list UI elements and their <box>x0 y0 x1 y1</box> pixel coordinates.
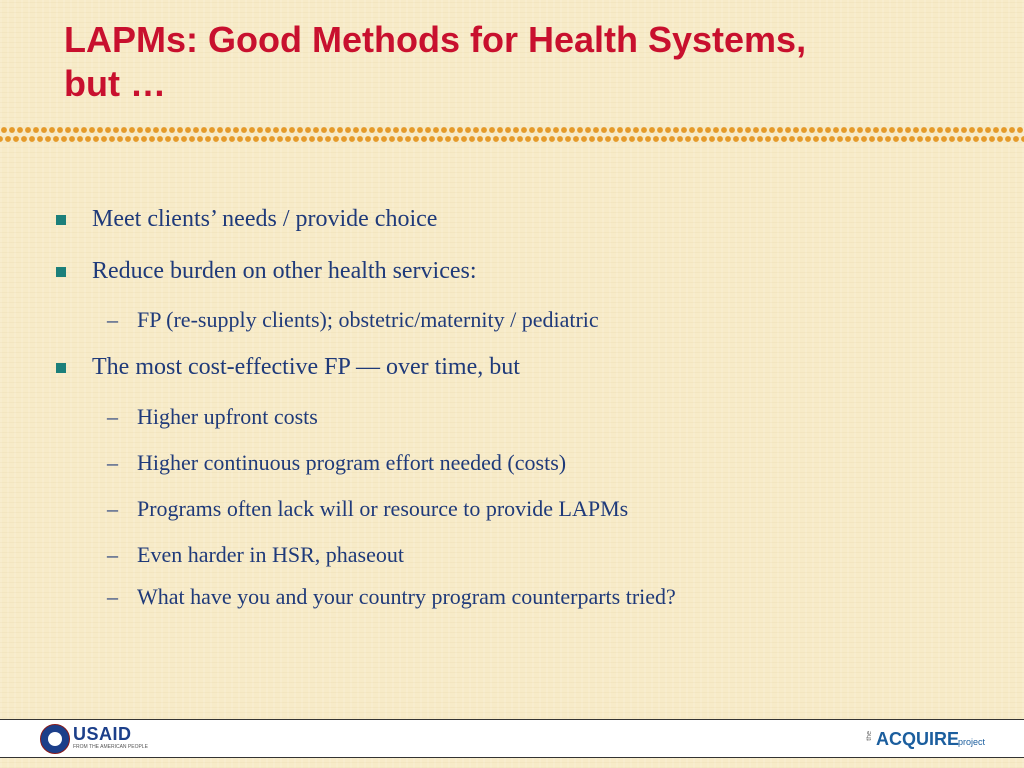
dash-icon: – <box>107 404 118 429</box>
sub-bullet-item <box>107 584 676 610</box>
sub-bullet-text: Programs often lack will or resource to provide LAPMs <box>137 496 629 521</box>
bullet-text: The most cost-effective FP — over time, but <box>92 354 520 380</box>
sub-bullet-item <box>107 542 404 568</box>
sub-bullet-text: Higher upfront costs <box>137 404 318 429</box>
sub-bullet-text: Even harder in HSR, phaseout <box>137 542 404 567</box>
sub-bullet-text: What have you and your country program counterparts tried? <box>137 584 676 609</box>
title-line-2: but … <box>64 63 166 104</box>
bullet-item <box>92 206 437 233</box>
sub-bullet-item <box>107 496 629 522</box>
footer-bar <box>0 719 1024 758</box>
usaid-tagline: FROM THE AMERICAN PEOPLE <box>73 744 148 750</box>
dash-icon: – <box>107 307 118 332</box>
sub-bullet-item <box>107 307 599 333</box>
dash-icon: – <box>107 542 118 567</box>
sub-bullet-text: Higher continuous program effort needed (costs) <box>137 450 567 475</box>
bullet-text: Meet clients’ needs / provide choice <box>92 206 438 232</box>
dash-icon: – <box>107 450 118 475</box>
bullet-square-icon <box>56 215 66 225</box>
acquire-project: project <box>958 737 986 747</box>
bullet-text: Reduce burden on other health services: <box>92 258 477 284</box>
usaid-seal-icon <box>40 724 70 754</box>
bullet-item <box>92 354 520 381</box>
acquire-name: ACQUIRE <box>876 729 960 749</box>
dash-icon: – <box>107 496 118 521</box>
bullet-item <box>92 258 477 285</box>
sub-bullet-item <box>107 404 318 430</box>
acquire-the: the <box>866 731 873 741</box>
dash-icon: – <box>107 584 118 609</box>
sub-bullet-item <box>107 450 567 476</box>
bullet-square-icon <box>56 267 66 277</box>
sub-bullet-text: FP (re-supply clients); obstetric/maternity / pediatric <box>137 307 599 332</box>
usaid-name: USAID <box>73 724 132 744</box>
bullet-square-icon <box>56 363 66 373</box>
title-line-1: LAPMs: Good Methods for Health Systems, <box>64 19 807 60</box>
